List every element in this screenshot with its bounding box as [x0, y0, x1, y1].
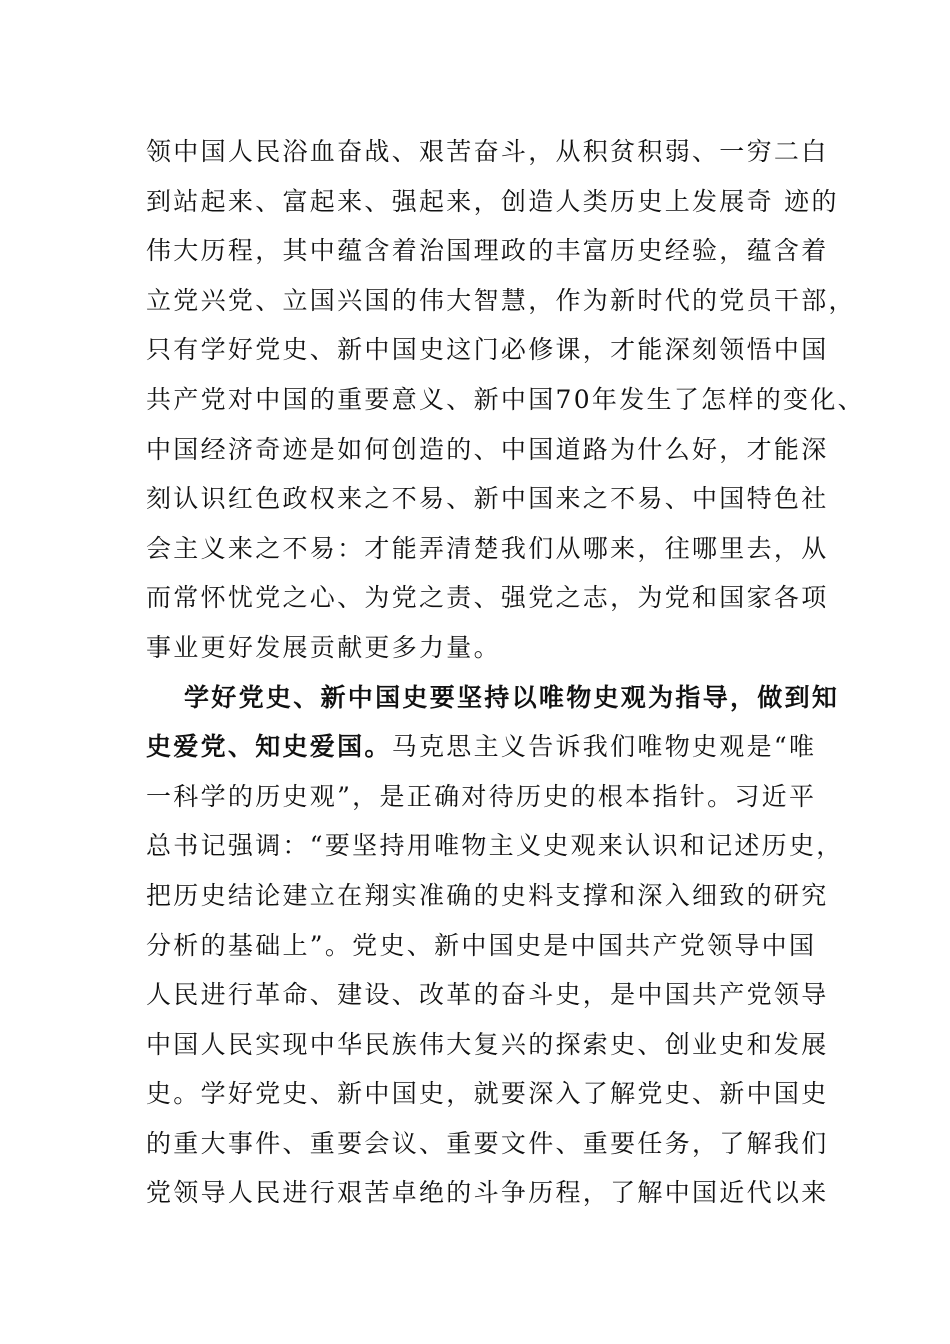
paragraph-heading-end: 史爱党、知史爱国。: [146, 732, 392, 762]
text-line: 总书记强调：“要坚持用唯物主义史观来认识和记述历史，: [146, 831, 844, 861]
paragraph-heading-line: 学好党史、新中国史要坚持以唯物史观为指导，做到知: [184, 682, 840, 712]
document-body: [146, 127, 865, 1218]
text-line: 史。学好党史、新中国史，就要深入了解党史、新中国史: [146, 1079, 829, 1109]
paragraph-1: [146, 127, 865, 673]
paragraph-2: [146, 673, 844, 1219]
text-line: 共产党对中国的重要意义、新中国70年发生了怎样的变化、: [146, 384, 865, 414]
paragraph-text-start: 马克思主义告诉我们唯物史观是“唯: [391, 732, 817, 762]
text-line: 立党兴党、立国兴国的伟大智慧，作为新时代的党员干部，: [146, 285, 856, 315]
text-line: 会主义来之不易：才能弄清楚我们从哪来，往哪里去，从: [146, 533, 829, 563]
text-line: 一科学的历史观”，是正确对待历史的根本指针。习近平: [146, 781, 817, 811]
text-line: 只有学好党史、新中国史这门必修课，才能深刻领悟中国: [146, 335, 829, 365]
text-line: 人民进行革命、建设、改革的奋斗史，是中国共产党领导: [146, 980, 829, 1010]
text-line: [146, 722, 826, 772]
text-line: 分析的基础上”。党史、新中国史是中国共产党领导中国: [146, 930, 817, 960]
text-line: 中国人民实现中华民族伟大复兴的探索史、创业史和发展: [146, 1029, 829, 1059]
text-line: 把历史结论建立在翔实准确的史料支撑和深入细致的研究: [146, 880, 829, 910]
text-line: 而常怀忧党之心、为党之责、强党之志，为党和国家各项: [146, 583, 829, 613]
text-line: 领中国人民浴血奋战、艰苦奋斗，从积贫积弱、一穷二白: [146, 137, 829, 166]
text-line: 刻认识红色政权来之不易、新中国来之不易、中国特色社: [146, 484, 829, 514]
text-line: 党领导人民进行艰苦卓绝的斗争历程，了解中国近代以来: [146, 1178, 829, 1208]
text-line: 到站起来、富起来、强起来，创造人类历史上发展奇 迹的: [146, 186, 839, 216]
text-line: 中国经济奇迹是如何创造的、中国道路为什么好，才能深: [146, 434, 829, 464]
text-line: 事业更好发展贡献更多力量。: [146, 632, 501, 662]
text-line: 伟大历程，其中蕴含着治国理政的丰富历史经验，蕴含着: [146, 236, 829, 266]
text-line: 的重大事件、重要会议、重要文件、重要任务，了解我们: [146, 1128, 829, 1158]
